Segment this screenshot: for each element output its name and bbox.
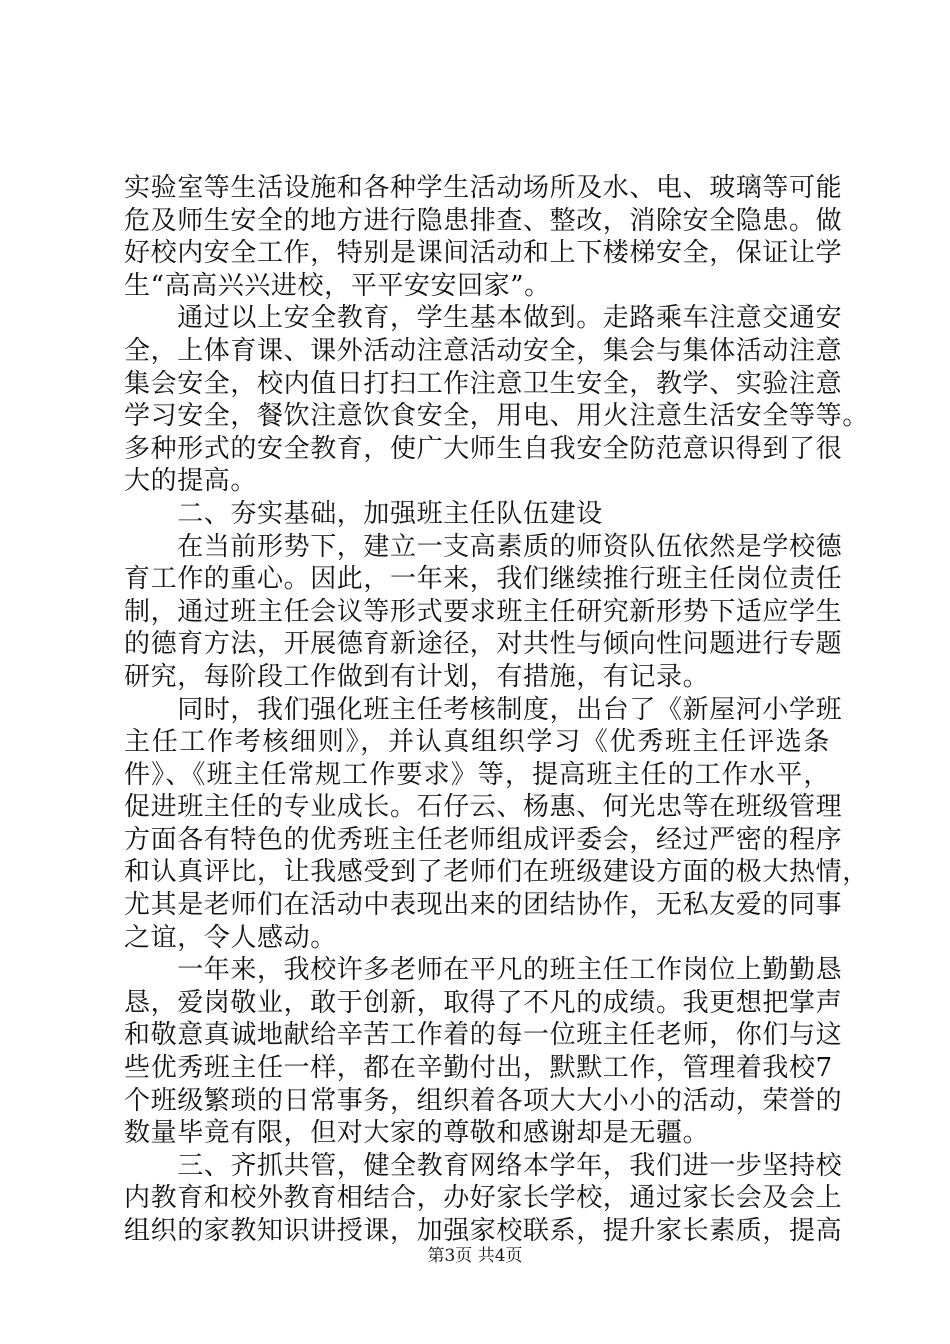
- text-line-21: 方面各有特色的优秀班主任老师组成评委会，经过严密的程序: [124, 824, 843, 855]
- text-line-33: 组织的家教知识讲授课，加强家校联系，提升家长素质，提高: [124, 1216, 843, 1246]
- text-line-23: 尤其是老师们在活动中表现出来的团结协作，无私友爱的同事: [124, 890, 843, 921]
- text-line-19: 件》、《班主任常规工作要求》等，提高班主任的工作水平，: [124, 759, 830, 790]
- text-line-8: 学习安全，餐饮注意饮食安全，用电、用火注意生活安全等等。: [124, 401, 869, 432]
- text-line-28: 些优秀班主任一样，都在辛勤付出，默默工作，管理着我校7: [124, 1053, 833, 1084]
- text-line-18: 主任工作考核细则》，并认真组织学习《优秀班主任评选条: [124, 727, 830, 758]
- text-line-15: 的德育方法，开展德育新途径，对共性与倾向性问题进行专题: [124, 629, 843, 660]
- text-line-32: 内教育和校外教育相结合，办好家长学校，通过家长会及会上: [124, 1183, 843, 1214]
- text-line-14: 制，通过班主任会议等形式要求班主任研究新形势下适应学生: [124, 596, 843, 627]
- text-line-9: 多种形式的安全教育，使广大师生自我安全防范意识得到了很: [124, 433, 843, 464]
- text-line-6: 全，上体育课、课外活动注意活动安全，集会与集体活动注意: [124, 335, 843, 366]
- text-line-3: 好校内安全工作，特别是课间活动和上下楼梯安全，保证让学: [124, 238, 843, 269]
- text-line-27: 和敬意真诚地献给辛苦工作着的每一位班主任老师，你们与这: [124, 1020, 843, 1051]
- text-line-1: 实验室等生活设施和各种学生活动场所及水、电、玻璃等可能: [124, 173, 843, 203]
- text-line-24: 之谊，令人感动。: [124, 922, 337, 953]
- text-line-12: 在当前形势下，建立一支高素质的师资队伍依然是学校德: [124, 531, 843, 562]
- text-line-17: 同时，我们强化班主任考核制度，出台了《新屋河小学班: [124, 694, 843, 725]
- text-line-26: 恳，爱岗敬业，敢于创新，取得了不凡的成绩。我更想把掌声: [124, 987, 843, 1018]
- text-line-25: 一年来，我校许多老师在平凡的班主任工作岗位上勤勤恳: [124, 955, 843, 986]
- text-line-29: 个班级繁琐的日常事务，组织着各项大大小小的活动，荣誉的: [124, 1085, 843, 1116]
- document-body: [124, 172, 869, 1248]
- text-line-10: 大的提高。: [124, 466, 258, 497]
- text-line-13: 育工作的重心。因此，一年来，我们继续推行班主任岗位责任: [124, 564, 843, 595]
- text-line-22: 和认真评比，让我感受到了老师们在班级建设方面的极大热情，: [124, 857, 869, 888]
- text-line-4: 生“高高兴兴进校，平平安安回家”。: [124, 270, 551, 301]
- text-line-5: 通过以上安全教育，学生基本做到。走路乘车注意交通安: [124, 303, 843, 334]
- text-line-16: 研究，每阶段工作做到有计划，有措施，有记录。: [124, 661, 710, 692]
- page-footer: 第3页 共4页: [427, 1246, 523, 1266]
- text-line-2: 危及师生安全的地方进行隐患排查、整改，消除安全隐患。做: [124, 205, 843, 236]
- section-heading-3: 三、齐抓共管，健全教育网络本学年，我们进一步坚持校: [124, 1150, 843, 1181]
- text-line-30: 数量毕竟有限，但对大家的尊敬和感谢却是无疆。: [124, 1118, 710, 1149]
- section-heading-2: 二、夯实基础，加强班主任队伍建设: [124, 498, 603, 529]
- text-line-7: 集会安全，校内值日打扫工作注意卫生安全，教学、实验注意: [124, 368, 843, 399]
- text-line-20: 促进班主任的专业成长。石仔云、杨惠、何光忠等在班级管理: [124, 792, 843, 823]
